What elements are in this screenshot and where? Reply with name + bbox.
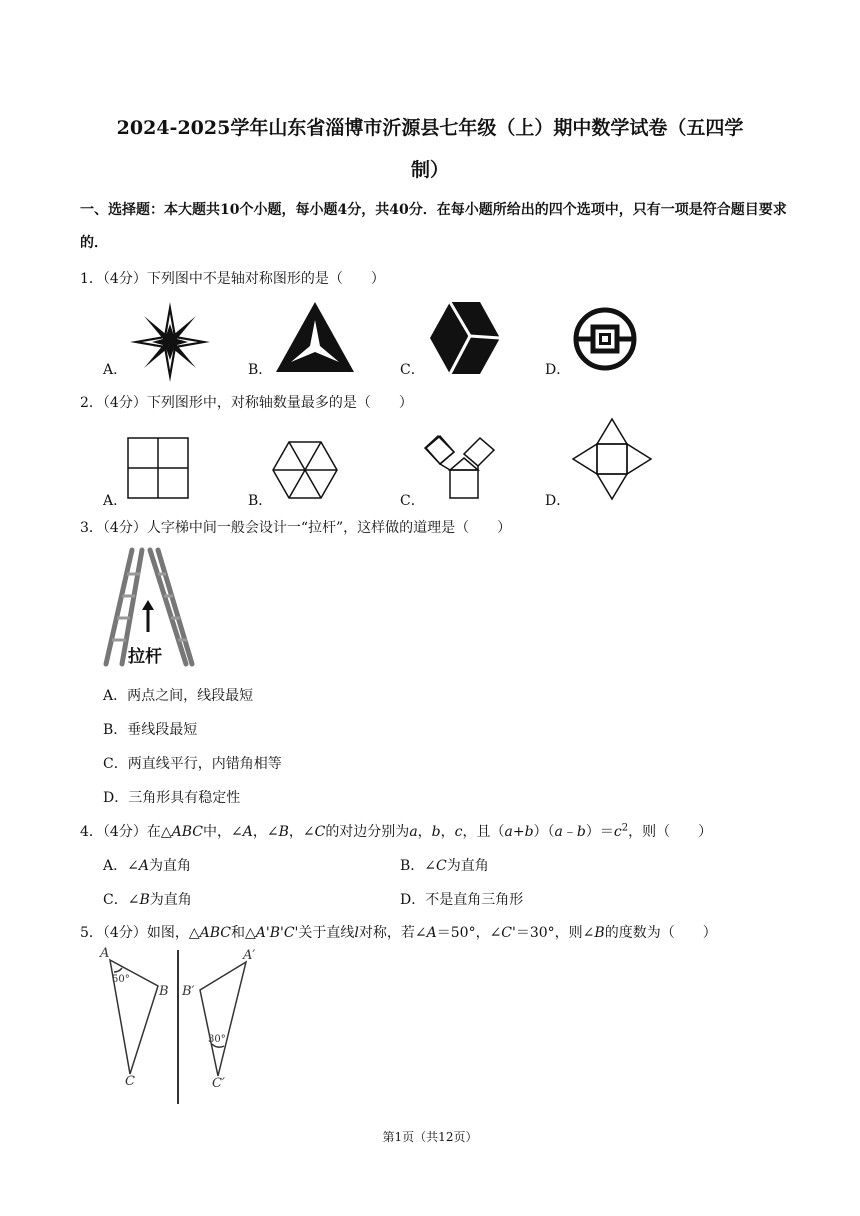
fig-angle-50: 50° [112,974,130,985]
q3-option-b: B．垂线段最短 [103,722,198,738]
hexagon-diagonals-figure [272,441,338,499]
question-4-stem: 4．（4分）在△ABC中，∠A，∠B，∠C的对边分别为a，b，c，且$(a+b)(a﹣b)=c^2$，则（ ） [80,822,713,840]
pythagoras-squares-figure [424,428,504,500]
fig-angle-30: 30° [208,1034,226,1045]
fig-label-a-prime: A′ [243,948,256,963]
q3-option-c: C．两直线平行，内错角相等 [103,756,282,772]
question-5-stem: 5．（4分）如图，△ABC和△A'B'C'关于直线l对称，若∠A＝50°，∠C'＝30°，则∠B的度数为（ ） [80,925,717,941]
symmetric-triangles-figure [100,948,260,1104]
hexagon-three-part-figure [430,302,500,374]
grid-square-figure [127,437,189,499]
q2-option-a-label: A． [103,493,128,509]
q4-option-b: B．∠C为直角 [400,858,489,874]
q4-option-a: A．∠A为直角 [103,858,191,874]
page-footer: 第1页（共12页） [382,1130,478,1144]
triangle-tri-star-figure [276,302,354,374]
ladder-rod-label: 拉杆 [128,647,162,667]
fig-label-b-prime: B′ [182,984,195,999]
question-3-stem: 3．（4分）人字梯中间一般会设计一“拉杆”，这样做的道理是（ ） [80,520,512,536]
q3-option-d: D．三角形具有稳定性 [103,790,241,806]
square-four-triangles-figure [572,418,652,500]
exam-title-line1: 2024-2025学年山东省淄博市沂源县七年级（上）期中数学试卷（五四学 [116,117,744,139]
q1-option-a-label: A． [103,362,128,378]
q1-option-d-label: D． [545,362,571,378]
fig-label-c: C [125,1074,135,1089]
q2-option-b-label: B． [248,493,273,509]
q1-option-b-label: B． [248,362,273,378]
question-1-stem: 1．（4分）下列图中不是轴对称图形的是（ ） [80,271,385,287]
coin-figure [572,306,638,372]
q2-option-d-label: D． [545,493,571,509]
q3-option-a: A．两点之间，线段最短 [103,688,254,704]
fig-label-a: A [100,946,110,961]
question-2-stem: 2．（4分）下列图形中，对称轴数量最多的是（ ） [80,395,413,411]
compass-star-figure [130,302,210,382]
section-instructions: 一、选择题：本大题共10个小题，每小题4分，共40分．在每小题所给出的四个选项中，只有一项是符合题目要求的． [80,202,787,251]
fig-label-c-prime: C′ [212,1076,225,1091]
q4-option-d: D．不是直角三角形 [400,892,524,908]
exam-title-line2: 制） [410,159,449,181]
q4-option-c: C．∠B为直角 [103,892,192,908]
q2-option-c-label: C． [400,493,425,509]
q1-option-c-label: C． [400,362,425,378]
fig-label-b: B [159,984,169,999]
